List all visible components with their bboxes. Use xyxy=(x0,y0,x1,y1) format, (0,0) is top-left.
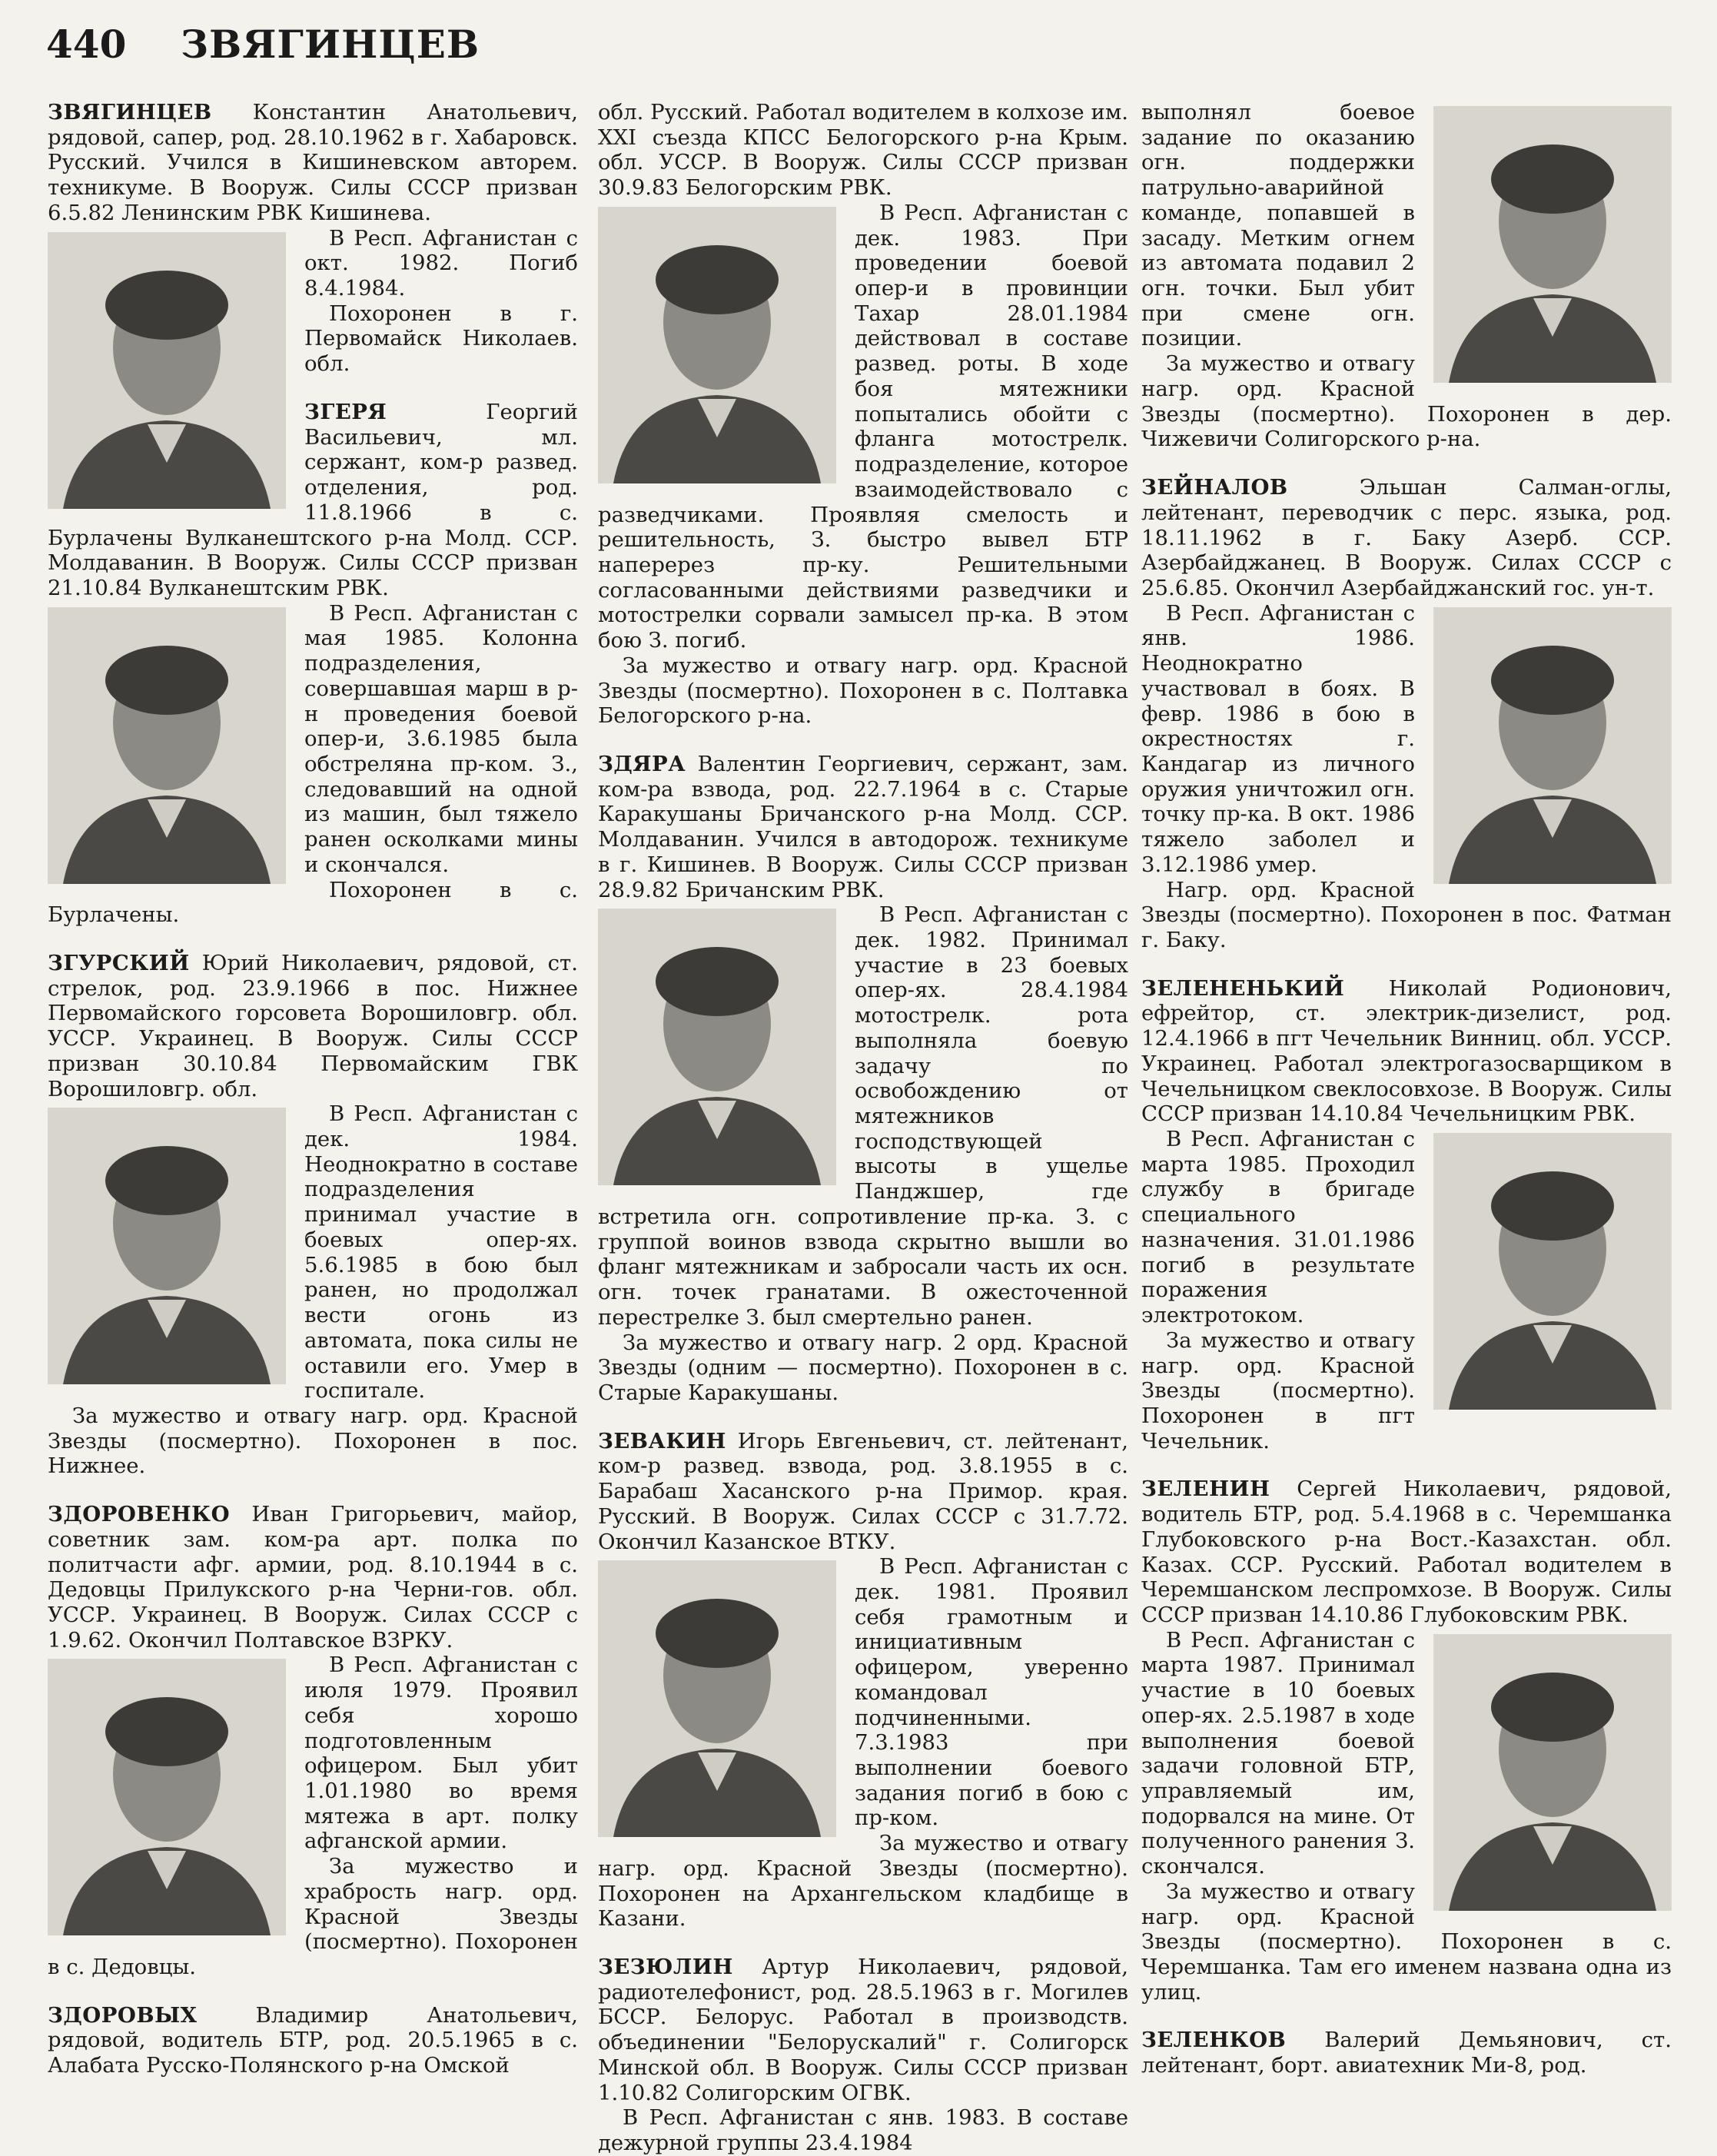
entry-text: Нагр. орд. Красной Звезды (посмертно). Похоронен в пос. Фатман г. Баку. xyxy=(1141,877,1672,952)
portrait-photo xyxy=(1433,1133,1672,1410)
entry-text: В Респ. Афганистан с окт. 1982. Погиб 8.4.1984. xyxy=(304,225,578,301)
entry-zdorovenko xyxy=(48,1502,578,1980)
entry-text: Игорь Евгеньевич, ст. лейтенант, ком-р развед. взвода, род. 3.8.1955 в с. Барабаш Хасанского р-на Примор. края. Русский. В Вооруж. Силах СССР с 31.7.72. Окончил Казанское ВТКУ. xyxy=(598,1428,1128,1554)
entry-text: За мужество и отвагу нагр. орд. Красной Звезды (посмертно). Похоронен в с. Черемшанка. Там его именем названа одна из улиц. xyxy=(1141,1879,1672,2005)
entry-surname: ЗЕВАКИН xyxy=(598,1428,726,1453)
entry-text: Сергей Николаевич, рядовой, водитель БТР, род. 5.4.1968 в с. Черемшанка Глубоковского р-на Вост.-Казахстан. обл. Казах. ССР. Русский. Работал водителем в Черемшанском леспромхозе. В Вооруж. Силы СССР призван 14.10.86 Глубоковским РВК. xyxy=(1141,1477,1672,1627)
portrait-figure xyxy=(598,909,836,1185)
entry-surname: ЗГУРСКИЙ xyxy=(48,951,190,975)
entry-text: обл. Русский. Работал водителем в колхозе им. XXI съезда КПСС Белогорского р-на Крым. обл. УССР. В Вооруж. Силы СССР призван 30.9.83 Белогорским РВК. xyxy=(598,100,1128,201)
portrait-photo xyxy=(1433,106,1672,383)
portrait-photo xyxy=(1433,607,1672,884)
entry-text: В Респ. Афганистан с дек. 1983. При проведении боевой опер-и в провинции Тахар 28.01.1984 действовал в составе развед. роты. В ходе боя мятежники попытались обойти с фланга мотострелк. подразделение, которое взаимодействовало с разведчиками. Проявляя смелость и решительность, З. быстро вывел БТР наперерез пр-ку. Решительными согласованными действиями разведчики и мотострелки сорвали замысел пр-ка. В этом бою З. погиб. xyxy=(598,200,1128,653)
entry-text: Эльшан Салман-оглы, лейтенант, переводчик с перс. языка, род. 18.11.1962 в г. Баку Азерб. ССР. Азербайджанец. В Вооруж. Силах СССР с 25.6.85. Окончил Азербайджанский гос. ун-т. xyxy=(1141,475,1672,600)
portrait-figure xyxy=(598,207,836,483)
portrait-photo xyxy=(598,909,836,1185)
portrait-figure xyxy=(48,232,286,509)
entry-surname: ЗЕЛЕНКОВ xyxy=(1141,2028,1287,2053)
entry-text: За мужество и отвагу нагр. орд. Красной Звезды (посмертно). Похоронен в пгт Чечельник. xyxy=(1141,1327,1415,1453)
entry-zezyulin xyxy=(598,1955,1128,2156)
portrait-photo xyxy=(1433,1634,1672,1911)
entry-text: В Респ. Афганистан с марта 1985. Проходил службу в бригаде специального назначения. 31.01.1986 погиб в результате поражения электротоком. xyxy=(1141,1127,1415,1328)
entry-zdorovykh-cont xyxy=(598,100,1128,729)
portrait-photo xyxy=(598,207,836,483)
entry-text: Владимир Анатольевич, рядовой, водитель БТР, род. 20.5.1965 в с. Алабата Русско-Полянского р-на Омской xyxy=(48,2002,578,2078)
entry-text: В Респ. Афганистан с марта 1987. Принимал участие в 10 боевых опер-ях. 2.5.1987 в ходе выполнения боевой задачи головной БТР, управляемый им, подорвался на мине. От полученного ранения З. скончался. xyxy=(1141,1627,1415,1879)
entry-zelenkov xyxy=(1141,2028,1672,2078)
entry-text: Николай Родионович, ефрейтор, ст. электрик-дизелист, род. 12.4.1966 в пгт Чечельник Винниц. обл. УССР. Украинец. Работал электрогазосварщиком в Чечельницком свеклосовхозе. В Вооруж. Силы СССР призван 14.10.84 Чечельницким РВК. xyxy=(1141,975,1672,1127)
entry-text: За мужество и храбрость нагр. орд. Красной Звезды (посмертно). Похоронен в с. Дедовцы. xyxy=(48,1854,578,1980)
entry-text: Артур Николаевич, рядовой, радиотелефонист, род. 28.5.1963 в г. Могилев БССР. Белорус. Работал в производств. объединении "Белорускалий" г. Солигорск Минской обл. В Вооруж. Силы СССР призван 1.10.82 Солигорским ОГВК. xyxy=(598,1955,1129,2105)
portrait-photo xyxy=(48,607,286,884)
entry-text: В Респ. Афганистан с дек. 1982. Принимал участие в 23 боевых опер-ях. 28.4.1984 мотострелк. рота выполняла боевую задачу по освобождению от мятежников господствующей высоты в ущелье Панджшер, где встретила огн. сопротивление пр-ка. З. с группой воинов взвода скрытно вышли во фланг мятежникам и забросали часть их осн. огн. точек гранатами. В ожесточенной перестрелке З. был смертельно ранен. xyxy=(598,902,1128,1330)
entry-text: Иван Григорьевич, майор, советник зам. ком-ра арт. полка по политчасти афг. армии, род. 8.10.1944 в с. Дедовцы Прилукского р-на Черни-гов. обл. УССР. Украинец. В Вооруж. Силах СССР с 1.9.62. Окончил Полтавское ВЗРКУ. xyxy=(48,1502,578,1653)
portrait-figure xyxy=(1433,106,1672,383)
entry-text: В Респ. Афганистан с дек. 1981. Проявил себя грамотным и инициативным офицером, уверенно командовал подчиненными. 7.3.1983 при выполнении боевого задания погиб в бою с пр-ком. xyxy=(855,1554,1128,1831)
entry-zelenenky xyxy=(1141,976,1672,1454)
column-1 xyxy=(48,100,579,2078)
entry-zdyara xyxy=(598,752,1128,1406)
portrait-figure xyxy=(1433,1133,1672,1410)
entry-text: выполнял боевое задание по оказанию огн. поддержки патрульно-аварийной команде, попавшей в засаду. Метким огнем из автомата подавил 2 огн. точки. Был убит при смене огн. позиции. xyxy=(1141,100,1415,351)
entry-surname: ЗДЯРА xyxy=(598,751,686,776)
portrait-figure xyxy=(1433,1634,1672,1911)
portrait-photo xyxy=(48,232,286,509)
entry-text: В Респ. Афганистан с июля 1979. Проявил себя хорошо подготовленным офицером. Был убит 1.01.1980 во время мятежа в арт. полку афганской армии. xyxy=(304,1653,578,1854)
entry-surname: ЗДОРОВЫХ xyxy=(48,2002,198,2028)
entry-text: За мужество и отвагу нагр. 2 орд. Красной Звезды (одним — посмертно). Похоронен в с. Старые Каракушаны. xyxy=(598,1330,1128,1405)
entry-zgursky xyxy=(48,951,578,1479)
entry-surname: ЗДОРОВЕНКО xyxy=(48,1502,231,1527)
entry-text: Валентин Георгиевич, сержант, зам. ком-ра взвода, род. 22.7.1964 в с. Старые Каракушаны Бричанского р-на Молд. ССР. Молдаванин. Учился в автодорож. техникуме в г. Кишинев. В Вооруж. Силы СССР призван 28.9.82 Бричанским РВК. xyxy=(598,751,1128,902)
entry-text: В Респ. Афганистан с янв. 1983. В составе дежурной группы 23.4.1984 xyxy=(598,2105,1128,2156)
entry-text: В Респ. Афганистан с мая 1985. Колонна подразделения, совершавшая марш в р-н проведения боевой опер-и, 3.6.1985 была обстреляна пр-ком. З., следовавший на одной из машин, был тяжело ранен осколками мины и скончался. xyxy=(304,600,578,877)
entry-text: За мужество и отвагу нагр. орд. Красной Звезды (посмертно). Похоронен в дер. Чижевичи Солигорского р-на. xyxy=(1141,351,1672,452)
portrait-figure xyxy=(48,607,286,884)
portrait-photo xyxy=(48,1659,286,1935)
entry-text: Похоронен в с. Бурлачены. xyxy=(48,877,578,928)
entry-text: За мужество и отвагу нагр. орд. Красной Звезды (посмертно). Похоронен на Архангельском кладбище в Казани. xyxy=(598,1831,1128,1932)
entry-surname: ЗВЯГИНЦЕВ xyxy=(48,100,212,125)
page-number: 440 xyxy=(46,22,127,67)
entry-text: В Респ. Афганистан с янв. 1986. Неоднократно участвовал в боях. В февр. 1986 в бою в окрестностях г. Кандагар из личного оружия уничтожил огн. точку пр-ка. В окт. 1986 тяжело заболел и 3.12.1986 умер. xyxy=(1141,600,1415,877)
entry-surname: ЗЕЙНАЛОВ xyxy=(1141,475,1288,500)
entry-surname: ЗГЕРЯ xyxy=(304,399,387,424)
entry-text: В Респ. Афганистан с дек. 1984. Неоднократно в составе подразделения принимал участие в боевых опер-ях. 5.6.1985 в бою был ранен, но продолжал вести огонь из автомата, пока силы не оставили его. Умер в госпитале. xyxy=(304,1101,578,1404)
entry-text: Георгий Васильевич, мл. сержант, ком-р развед. отделения, род. 11.8.1966 в с. Бурлачены Вулканештского р-на Молд. ССР. Молдаванин. В Вооруж. Силы СССР призван 21.10.84 Вулканештским РВК. xyxy=(48,399,578,600)
entry-text: Валерий Демьянович, ст. лейтенант, борт. авиатехник Ми-8, род. xyxy=(1141,2028,1672,2078)
entry-zelenin xyxy=(1141,1477,1672,2005)
entry-surname: ЗЕЗЮЛИН xyxy=(598,1955,733,1980)
running-head: ЗВЯГИНЦЕВ xyxy=(181,22,480,67)
entry-zevakin xyxy=(598,1429,1128,1932)
entry-text: Константин Анатольевич, рядовой, сапер, род. 28.10.1962 в г. Хабаровск. Русский. Учился в Кишиневском авторем. техникуме. В Вооруж. Силы СССР призван 6.5.82 Ленинским РВК Кишинева. xyxy=(48,100,578,225)
column-3 xyxy=(1141,100,1672,2078)
entry-text: Юрий Николаевич, рядовой, ст. стрелок, род. 23.9.1966 в пос. Нижнее Первомайского горсовета Ворошиловгр. обл. УССР. Украинец. В Вооруж. Силы СССР призван 30.10.84 Первомайским ГВК Ворошиловгр. обл. xyxy=(48,951,579,1101)
column-2 xyxy=(598,100,1129,2156)
entry-zvyagintsev xyxy=(48,100,578,377)
entry-zdorovykh xyxy=(48,2003,578,2078)
portrait-figure xyxy=(48,1659,286,1935)
entry-zeynalov xyxy=(1141,475,1672,953)
portrait-photo xyxy=(48,1108,286,1384)
portrait-figure xyxy=(48,1108,286,1384)
entry-zezyulin-cont xyxy=(1141,100,1672,452)
entry-surname: ЗЕЛЕНИН xyxy=(1141,1477,1270,1502)
portrait-figure xyxy=(598,1560,836,1837)
entry-text: За мужество и отвагу нагр. орд. Красной Звезды (посмертно). Похоронен в пос. Нижнее. xyxy=(48,1403,578,1479)
entry-text: За мужество и отвагу нагр. орд. Красной Звезды (посмертно). Похоронен в с. Полтавка Белогорского р-на. xyxy=(598,653,1128,729)
entry-text: Похоронен в г. Первомайск Николаев. обл. xyxy=(304,301,578,377)
entry-surname: ЗЕЛЕНЕНЬКИЙ xyxy=(1141,975,1345,1001)
portrait-photo xyxy=(598,1560,836,1837)
portrait-figure xyxy=(1433,607,1672,884)
